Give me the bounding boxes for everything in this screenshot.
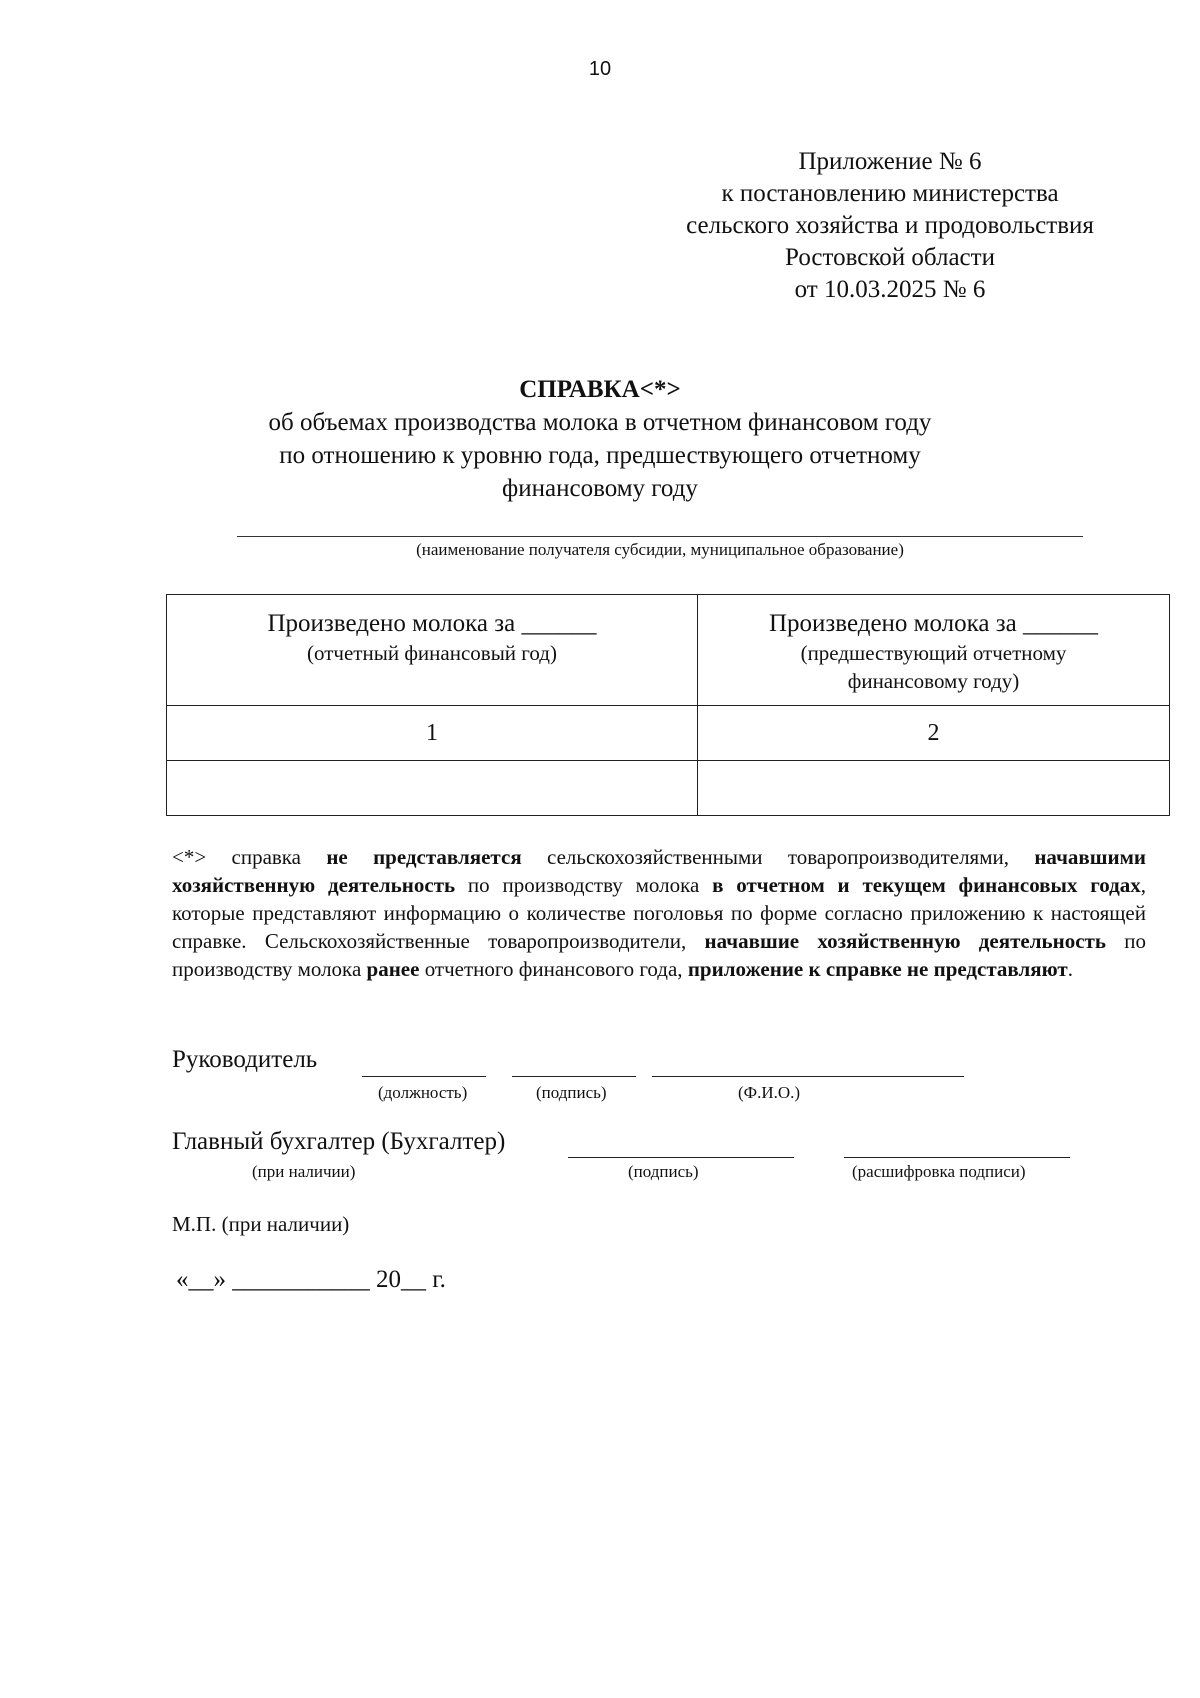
accountant-name-line[interactable] [844,1157,1070,1158]
appendix-line: к постановлению министерства [721,180,1059,207]
page-number: 10 [588,58,612,80]
head-label: Руководитель [172,1046,318,1073]
date-day: «__» [176,1266,226,1293]
accountant-label: Главный бухгалтер (Бухгалтер) [172,1128,506,1155]
table-value-row [167,761,1170,816]
note-text: отчетного финансового года, [419,957,688,981]
document-title [0,373,1200,505]
title-line: финансовому году [502,475,698,502]
date-year: 20__ г. [376,1266,446,1293]
accountant-presence-caption: (при наличии) [252,1162,356,1181]
header-sublabel: (предшествующий отчетному [800,641,1067,665]
stamp-place: М.П. (при наличии) [172,1212,350,1236]
appendix-header [640,146,1140,306]
value-cell-previous-year[interactable] [698,761,1170,816]
head-name-line[interactable] [652,1076,964,1077]
footnote [172,843,1146,983]
appendix-line: Приложение № 6 [798,148,982,175]
table-number-row [167,706,1170,761]
column-number: 1 [167,706,698,761]
note-bold: приложение к справке не представляют [687,957,1068,981]
header-sublabel: финансовому году) [847,669,1020,693]
title-line: по отношению к уровню года, предшествующего отчетному [279,442,921,469]
note-text: сельскохозяйственными товаропроизводителями, [521,845,1035,869]
accountant-name-caption: (расшифровка подписи) [852,1162,1026,1181]
header-sublabel: (отчетный финансовый год) [307,641,557,665]
value-cell-reporting-year[interactable] [167,761,698,816]
date-line[interactable] [176,1266,446,1294]
table-header-row [167,595,1170,706]
appendix-line: Ростовской области [785,244,995,271]
head-name-caption: (Ф.И.О.) [738,1083,801,1102]
accountant-signature-caption: (подпись) [628,1162,699,1181]
head-position-caption: (должность) [378,1083,468,1102]
note-text: , которые представляют информацию о количестве поголовья по форме согласно приложению к настоящей справке. Сельскохозяйственные товаропроизводители, [172,873,1146,953]
date-month-blank: ___________ [232,1266,370,1293]
head-signature-line[interactable] [512,1076,636,1077]
head-signature-caption: (подпись) [536,1083,607,1102]
column-number: 2 [698,706,1170,761]
header-cell-previous-year [698,595,1170,706]
header-cell-reporting-year [167,595,698,706]
note-text: <*> справка [172,845,327,869]
accountant-signature-line[interactable] [568,1157,794,1158]
recipient-name-line [237,536,1083,537]
note-text: по производству молока [172,929,1146,981]
header-label: Произведено молока за ______ [267,610,597,637]
appendix-line: сельского хозяйства и продовольствия [686,212,1094,239]
recipient-caption: (наименование получателя субсидии, муниципальное образование) [416,540,904,559]
header-label: Произведено молока за ______ [769,610,1098,637]
milk-production-table [166,594,1170,816]
appendix-line: от 10.03.2025 № 6 [794,276,986,303]
head-position-line[interactable] [362,1076,486,1077]
note-bold: начавшие хозяйственную деятельность [704,929,1106,953]
note-bold: не представляется [326,845,522,869]
title-heading: СПРАВКА<*> [519,376,681,403]
note-bold: в отчетном и текущем финансовых годах [712,873,1141,897]
note-bold: начавшими хозяйственную деятельность [172,845,1146,897]
note-text: . [1067,957,1073,981]
note-bold: ранее [366,957,420,981]
note-text: по производству молока [455,873,713,897]
title-line: об объемах производства молока в отчетном финансовом году [268,409,932,436]
